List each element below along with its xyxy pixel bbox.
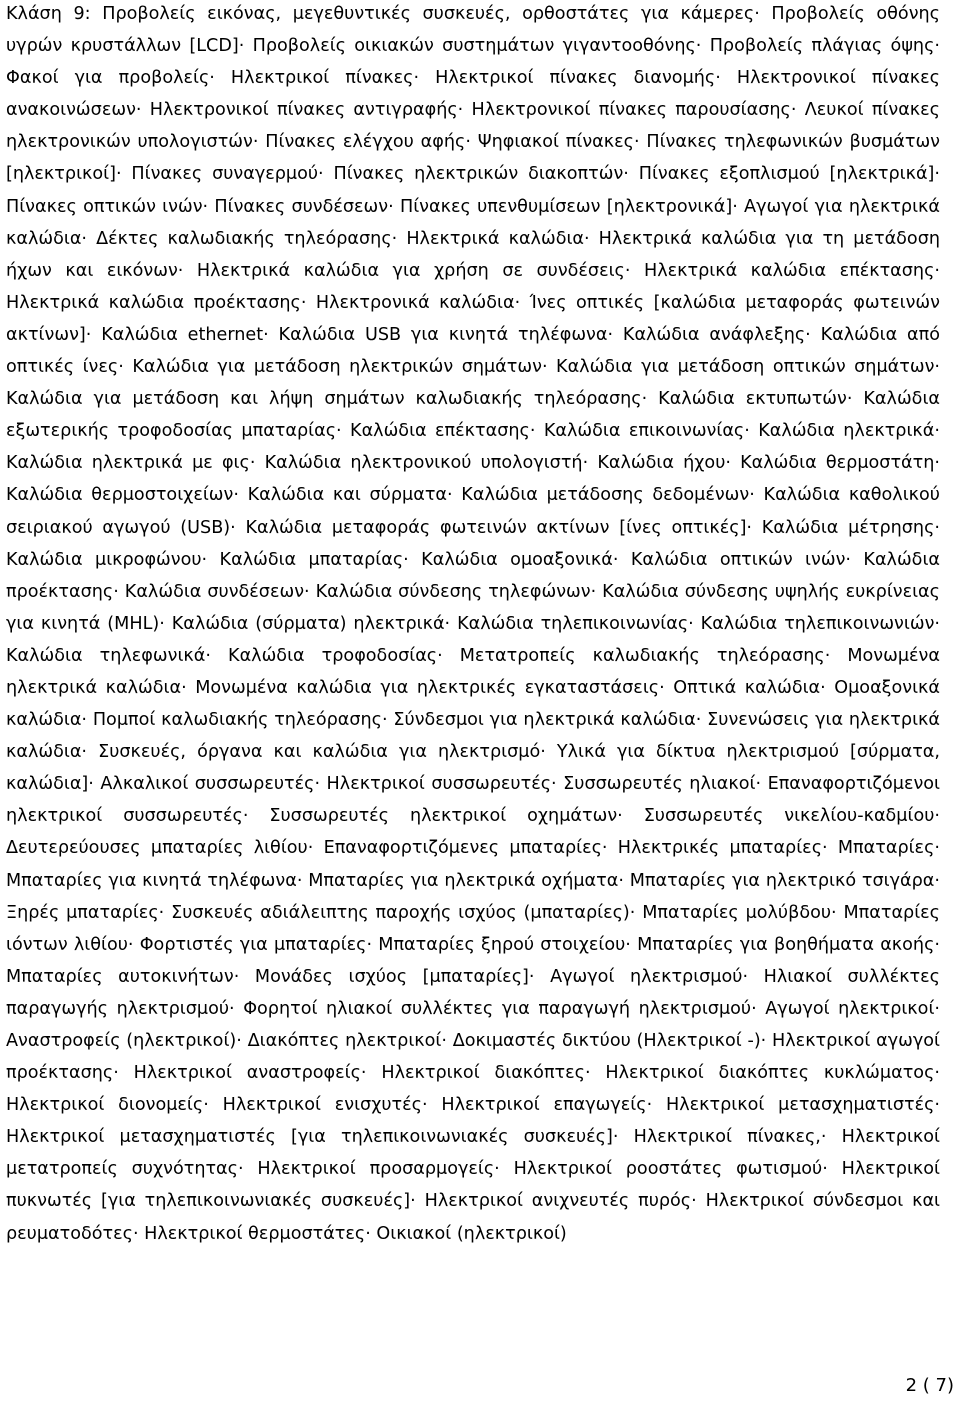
class-9-goods-list: Κλάση 9: Προβολείς εικόνας, μεγεθυντικές συσκευές, ορθοστάτες για κάμερες· Προβολείς οθόνης υγρών κρυστάλλων [LCD]· Προβολείς οικιακών συστημάτων γιγαντοοθόνης· Προβολείς πλάγιας όψης· Φακοί για προβολείς· Ηλεκτρικοί πίνακες· Ηλεκτρικοί πίνακες διανομής· Ηλεκτρονικοί πίνακες ανακοινώσεων· Ηλεκτρονικοί πίνακες αντιγραφής· Ηλεκτρονικοί πίνακες παρουσίασης· Λευκοί πίνακες ηλεκτρονικών υπολογιστών· Πίνακες ελέγχου αφής· Ψηφιακοί πίνακες· Πίνακες τηλεφωνικών βυσμάτων [ηλεκτρικοί]· Πίνακες συναγερμού· Πίνακες ηλεκτρικών διακοπτών· Πίνακες εξοπλισμού [ηλεκτρικά]· Πίνακες οπτικών ινών· Πίνακες συνδέσεων· Πίνακες υπενθυμίσεων [ηλεκτρονικά]· Αγωγοί για ηλεκτρικά καλώδια· Δέκτες καλωδιακής τηλεόρασης· Ηλεκτρικά καλώδια· Ηλεκτρικά καλώδια για τη μετάδοση ήχων και εικόνων· Ηλεκτρικά καλώδια για χρήση σε συνδέσεις· Ηλεκτρικά καλώδια επέκτασης· Ηλεκτρικά καλώδια προέκτασης· Ηλεκτρονικά καλώδια· Ίνες οπτικές [καλώδια μεταφοράς φωτεινών ακτίνων]· Καλώδια ethernet· Καλώδια USB για κινητά τηλέφωνα· Καλώδια ανάφλεξης· Καλώδια από οπτικές ίνες· Καλώδια για μετάδοση ηλεκτρικών σημάτων· Καλώδια για μετάδοση οπτικών σημάτων· Καλώδια για μετάδοση και λήψη σημάτων καλωδιακής τηλεόρασης· Καλώδια εκτυπωτών· Καλώδια εξωτερικής τροφοδοσίας μπαταρίας· Καλώδια επέκτασης· Καλώδια επικοινωνίας· Καλώδια ηλεκτρικά· Καλώδια ηλεκτρικά με φις· Καλώδια ηλεκτρονικού υπολογιστή· Καλώδια ήχου· Καλώδια θερμοστάτη· Καλώδια θερμοστοιχείων· Καλώδια και σύρματα· Καλώδια μετάδοσης δεδομένων· Καλώδια καθολικού σειριακού αγωγού (USB)· Καλώδια μεταφοράς φωτεινών ακτίνων [ίνες οπτικές]· Καλώδια μέτρησης· Καλώδια μικροφώνου· Καλώδια μπαταρίας· Καλώδια ομοαξονικά· Καλώδια οπτικών ινών· Καλώδια προέκτασης· Καλώδια συνδέσεων· Καλώδια σύνδεσης τηλεφώνων· Καλώδια σύνδεσης υψηλής ευκρίνειας για κινητά (MHL)· Καλώδια (σύρματα) ηλεκτρικά· Καλώδια τηλεπικοινωνίας· Καλώδια τηλεπικοινωνιών· Καλώδια τηλεφωνικά· Καλώδια τροφοδοσίας· Μετατροπείς καλωδιακής τηλεόρασης· Μονωμένα ηλεκτρικά καλώδια· Μονωμένα καλώδια για ηλεκτρικές εγκαταστάσεις· Οπτικά καλώδια· Ομοαξονικά καλώδια· Πομποί καλωδιακής τηλεόρασης· Σύνδεσμοι για ηλεκτρικά καλώδια· Συνενώσεις για ηλεκτρικά καλώδια· Συσκευές, όργανα και καλώδια για ηλεκτρισμό· Υλικά για δίκτυα ηλεκτρισμού [σύρματα, καλώδια]· Αλκαλικοί συσσωρευτές· Ηλεκτρικοί συσσωρευτές· Συσσωρευτές ηλιακοί· Επαναφορτιζόμενοι ηλεκτρικοί συσσωρευτές· Συσσωρευτές ηλεκτρικοί οχημάτων· Συσσωρευτές νικελίου-καδμίου· Δευτερεύουσες μπαταρίες λιθίου· Επαναφορτιζόμενες μπαταρίες· Ηλεκτρικές μπαταρίες· Μπαταρίες· Μπαταρίες για κινητά τηλέφωνα· Μπαταρίες για ηλεκτρικά οχήματα· Μπαταρίες για ηλεκτρικό τσιγάρα· Ξηρές μπαταρίες· Συσκευές αδιάλειπτης παροχής ισχύος (μπαταρίες)· Μπαταρίες μολύβδου· Μπαταρίες ιόντων λιθίου· Φορτιστές για μπαταρίες· Μπαταρίες ξηρού στοιχείου· Μπαταρίες για βοηθήματα ακοής· Μπαταρίες αυτοκινήτων· Μονάδες ισχύος [μπαταρίες]· Αγωγοί ηλεκτρισμού· Ηλιακοί συλλέκτες παραγωγής ηλεκτρισμού· Φορητοί ηλιακοί συλλέκτες για παραγωγή ηλεκτρισμού· Αγωγοί ηλεκτρικοί· Αναστροφείς (ηλεκτρικοί)· Διακόπτες ηλεκτρικοί· Δοκιμαστές δικτύου (Ηλεκτρικοί -)· Ηλεκτρικοί αγωγοί προέκτασης· Ηλεκτρικοί αναστροφείς· Ηλεκτρικοί διακόπτες· Ηλεκτρικοί διακόπτες κυκλώματος· Ηλεκτρικοί διονομείς· Ηλεκτρικοί ενισχυτές· Ηλεκτρικοί επαγωγείς· Ηλεκτρικοί μετασχηματιστές· Ηλεκτρικοί μετασχηματιστές [για τηλεπικοινωνιακές συσκευές]· Ηλεκτρικοί πίνακες,· Ηλεκτρικοί μετατροπείς συχνότητας· Ηλεκτρικοί προσαρμογείς· Ηλεκτρικοί ροοστάτες φωτισμού· Ηλεκτρικοί πυκνωτές [για τηλεπικοινωνιακές συσκευές]· Ηλεκτρικοί ανιχνευτές πυρός· Ηλεκτρικοί σύνδεσμοι και ρευματοδότες· Ηλεκτρικοί θερμοστάτες· Οικιακοί (ηλεκτρικοί) xyxy=(6,4,940,1244)
page-number: 2 ( 7) xyxy=(905,1375,954,1396)
